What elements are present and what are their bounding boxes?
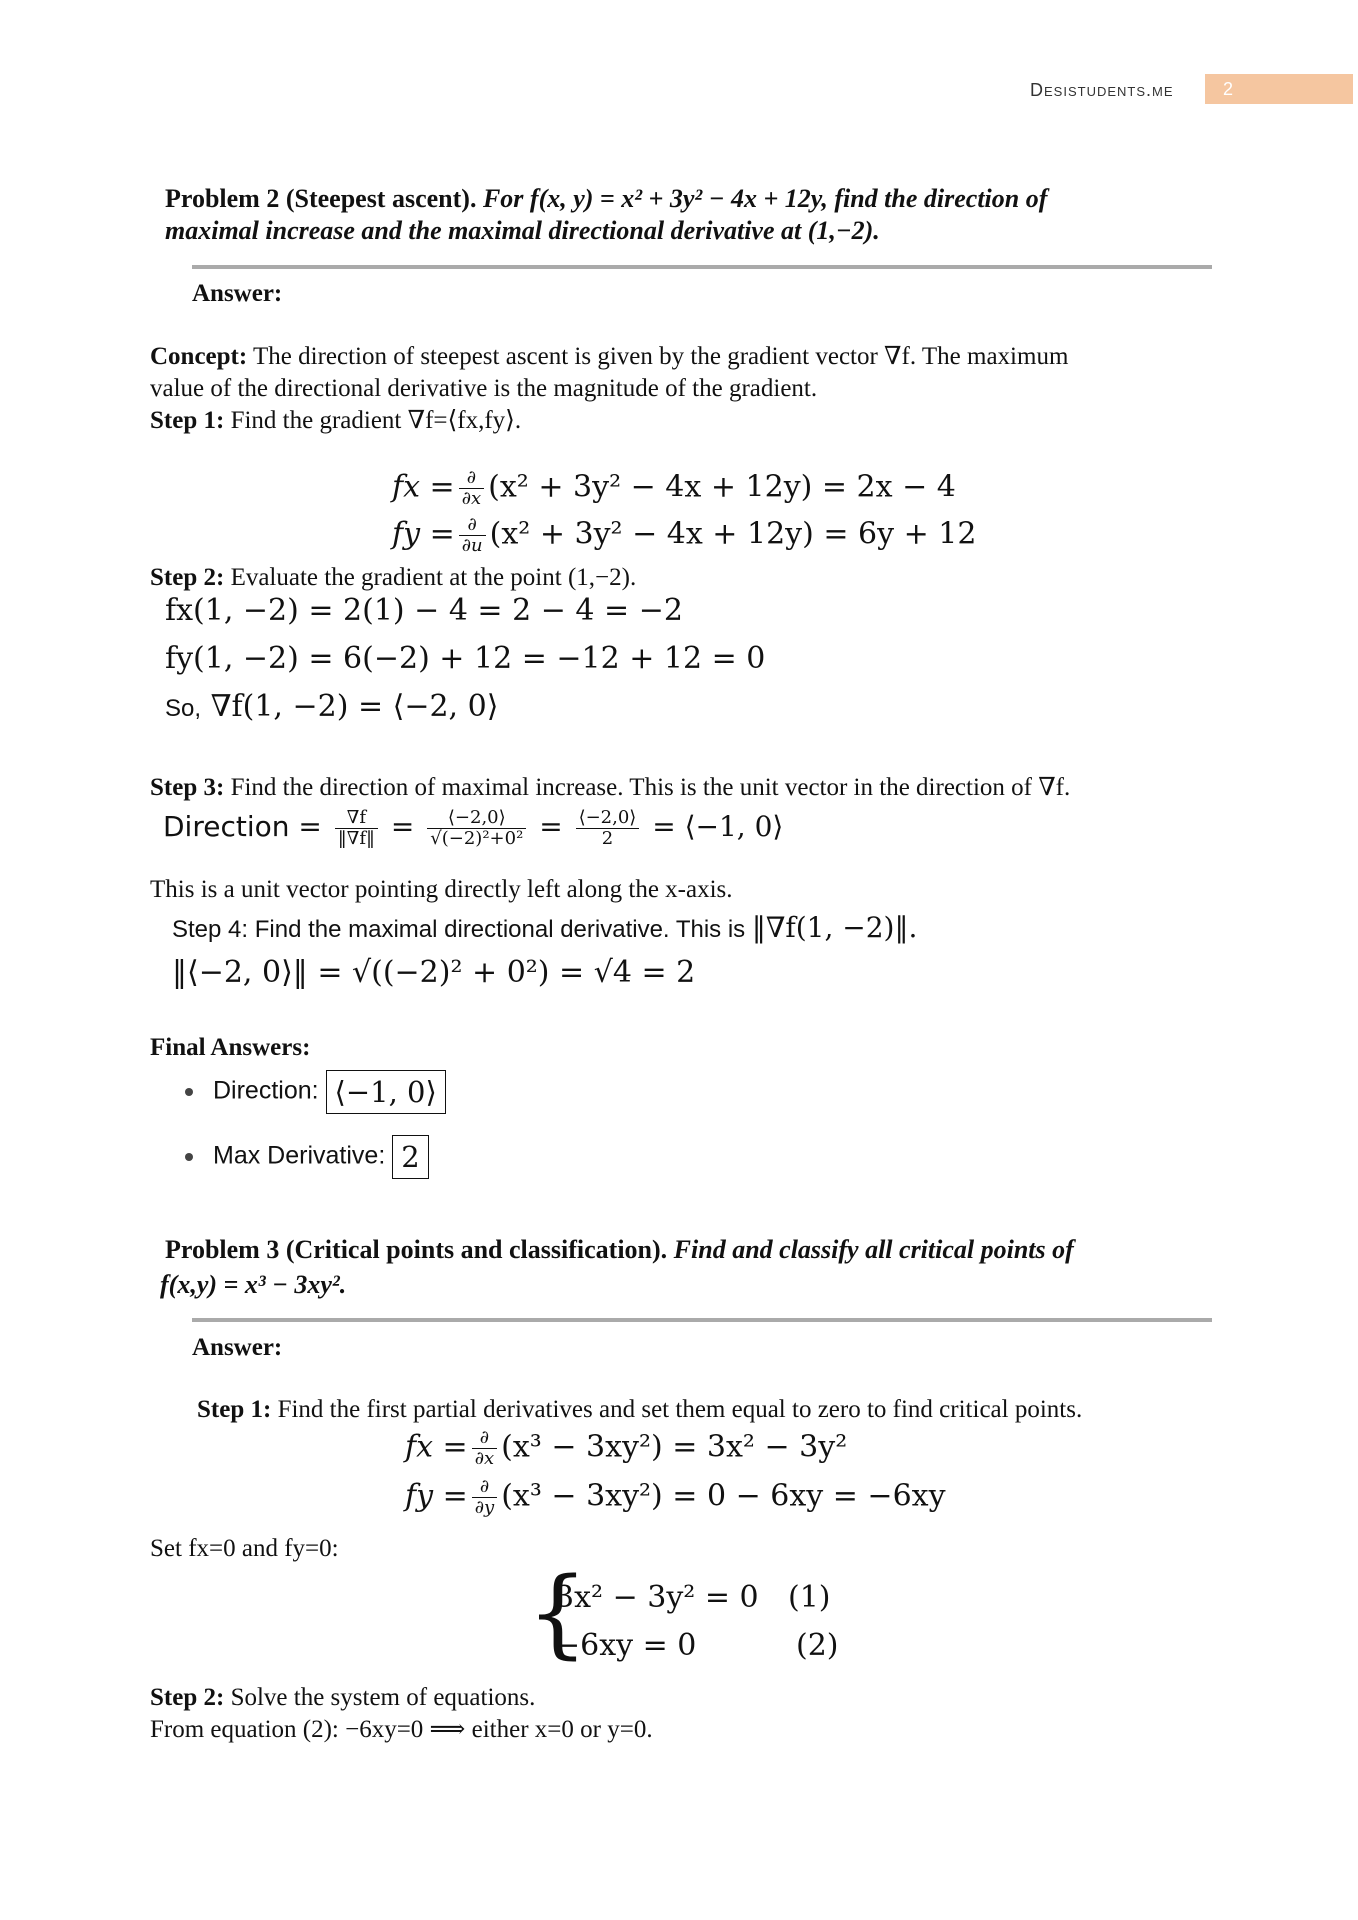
p3-equation-fx: fx = $\frac{\partial}{\partial x}$ (x³ − 3xy²) = 3x² − 3y² [405, 1427, 848, 1469]
step-4 [172, 911, 917, 944]
p3-step-2-text: Solve the system of equations. [230, 1684, 536, 1711]
bullet-icon [185, 1153, 193, 1161]
problem-2-heading: Problem 2 (Steepest ascent). [165, 184, 477, 213]
step-2-eq-1: fx(1, −2) = 2(1) − 4 = 2 − 4 = −2 [165, 593, 683, 628]
p3-step-2 [150, 1682, 535, 1714]
step-2 [150, 562, 636, 594]
problem-2-line2: maximal increase and the maximal directional derivative at (1,−2). [165, 216, 880, 245]
final-direction-item [185, 1070, 446, 1114]
step-4-expression: ‖∇f(1, −2)‖. [751, 911, 918, 944]
site-name: Desistudents.me [1030, 80, 1174, 100]
concept-paragraph [150, 341, 1210, 373]
concept-text-1: The direction of steepest ascent is given by the gradient vector ∇f. The maximum [253, 343, 1069, 370]
step-3-text: Find the direction of maximal increase. This is the unit vector in the direction of ∇f. [230, 774, 1071, 801]
step-1-label: Step 1: [150, 407, 225, 434]
step-1 [150, 405, 521, 437]
final-max-label: Max Derivative: [213, 1141, 386, 1170]
system-brace: { [527, 1557, 589, 1669]
step-3-label: Step 3: [150, 774, 225, 801]
from-equation-text: From equation (2): −6xy=0 ⟹ either x=0 or y=0. [150, 1716, 653, 1743]
problem-3-statement [165, 1234, 1200, 1266]
step-3 [150, 772, 1070, 804]
final-direction-value: ⟨−1, 0⟩ [326, 1070, 446, 1114]
step-2-eq-3: So, ∇f(1, −2) = ⟨−2, 0⟩ [165, 689, 499, 724]
problem-3-line1: Find and classify all critical points of [673, 1235, 1074, 1264]
system-eq-1: 3x² − 3y² = 0 [555, 1580, 759, 1615]
system-eq-2: −6xy = 0 [555, 1628, 697, 1663]
concept-text-2: value of the directional derivative is the magnitude of the gradient. [150, 375, 818, 402]
step-1-text: Find the gradient ∇f=⟨fx,fy⟩. [230, 407, 522, 434]
p3-step-1-label: Step 1: [197, 1396, 272, 1423]
equation-fy: fy = $\frac{\partial}{\partial u}$ (x² + 3y² − 4x + 12y) = 6y + 12 [392, 514, 977, 556]
system-tag-2: (2) [796, 1628, 839, 1663]
concept-label: Concept: [150, 343, 248, 370]
step-4-equation: ‖⟨−2, 0⟩‖ = √((−2)² + 0²) = √4 = 2 [172, 955, 696, 990]
final-direction-label: Direction: [213, 1076, 319, 1105]
step-2-eq-2: fy(1, −2) = 6(−2) + 12 = −12 + 12 = 0 [165, 641, 766, 676]
p3-step-1 [197, 1394, 1082, 1426]
step-2-text: Evaluate the gradient at the point (1,−2). [230, 564, 637, 591]
problem-3-heading: Problem 3 (Critical points and classification). [165, 1235, 668, 1264]
problem-3-line2: f(x,y) = x³ − 3xy². [160, 1270, 347, 1299]
divider [192, 265, 1212, 269]
answer-label: Answer: [192, 280, 283, 307]
p3-equation-fy: fy = $\frac{\partial}{\partial y}$ (x³ − 3xy²) = 0 − 6xy = −6xy [405, 1476, 946, 1518]
step-4-text: Find the maximal directional derivative. This is [254, 916, 746, 943]
divider [192, 1318, 1212, 1322]
p3-step-2-label: Step 2: [150, 1684, 225, 1711]
page-number: 2 [1223, 79, 1234, 99]
equation-fx: fx = $\frac{\partial}{\partial x}$ (x² + 3y² − 4x + 12y) = 2x − 4 [392, 467, 956, 509]
unit-vector-text: This is a unit vector pointing directly left along the x-axis. [150, 876, 733, 903]
problem-2-statement [165, 183, 1200, 215]
p3-step-1-text: Find the first partial derivatives and set them equal to zero to find critical points. [277, 1396, 1083, 1423]
direction-equation: Direction = $\frac{\nabla f}{‖\nabla f‖}$ = $\frac{⟨-2,0⟩}{\text{√(−2)²+0²}}$ = $\frac{⟨-2,0⟩}{2}$ = ⟨−1, 0⟩ [163, 807, 784, 849]
answer-label-3: Answer: [192, 1334, 283, 1361]
step-2-label: Step 2: [150, 564, 225, 591]
set-text: Set fx=0 and fy=0: [150, 1535, 339, 1562]
final-max-item [185, 1135, 429, 1179]
final-max-value: 2 [392, 1135, 428, 1179]
final-answers-label: Final Answers: [150, 1034, 311, 1061]
system-tag-1: (1) [788, 1580, 831, 1615]
step-4-label: Step 4: [172, 916, 249, 943]
bullet-icon [185, 1088, 193, 1096]
problem-2-line1: For f(x, y) = x² + 3y² − 4x + 12y, find the direction of [482, 184, 1048, 213]
